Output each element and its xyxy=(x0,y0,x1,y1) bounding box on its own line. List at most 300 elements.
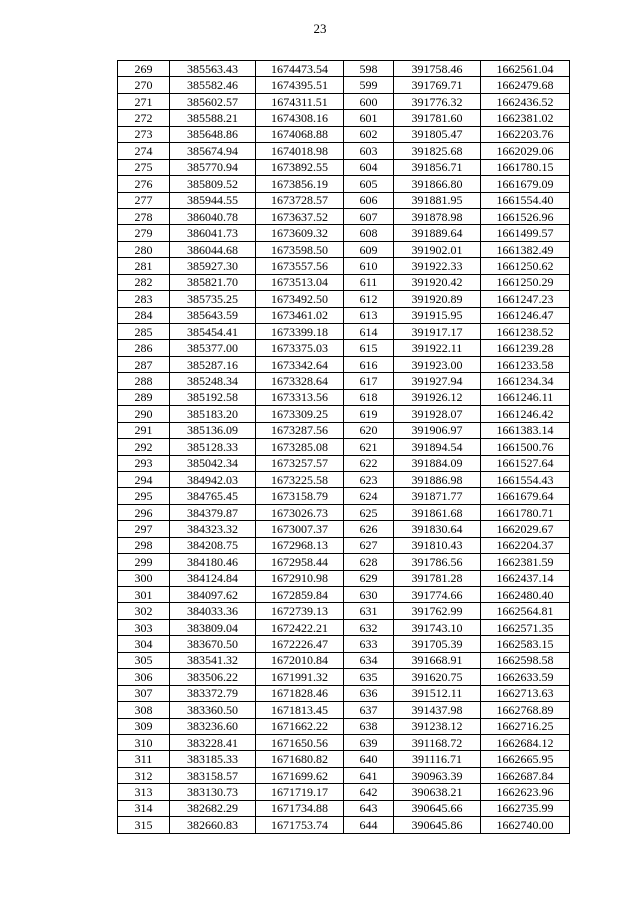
table-row xyxy=(118,93,570,109)
point-number-left: 283 xyxy=(118,291,170,307)
y-coordinate-left: 1672910.98 xyxy=(256,570,344,586)
x-coordinate-right: 391810.43 xyxy=(394,537,481,553)
y-coordinate-right: 1662665.95 xyxy=(481,751,570,767)
point-number-right: 620 xyxy=(344,422,394,438)
point-number-left: 291 xyxy=(118,422,170,438)
y-coordinate-right: 1662684.12 xyxy=(481,734,570,750)
point-number-right: 610 xyxy=(344,258,394,274)
table-row xyxy=(118,751,570,767)
x-coordinate-left: 383185.33 xyxy=(170,751,256,767)
y-coordinate-right: 1661383.14 xyxy=(481,422,570,438)
table-row xyxy=(118,176,570,192)
x-coordinate-right: 391620.75 xyxy=(394,669,481,685)
x-coordinate-right: 391825.68 xyxy=(394,143,481,159)
point-number-left: 292 xyxy=(118,439,170,455)
point-number-left: 301 xyxy=(118,587,170,603)
x-coordinate-left: 384379.87 xyxy=(170,504,256,520)
x-coordinate-right: 391922.33 xyxy=(394,258,481,274)
point-number-right: 599 xyxy=(344,77,394,93)
y-coordinate-right: 1661780.15 xyxy=(481,159,570,175)
x-coordinate-left: 385287.16 xyxy=(170,356,256,372)
table-row xyxy=(118,784,570,800)
point-number-left: 272 xyxy=(118,110,170,126)
y-coordinate-right: 1661526.96 xyxy=(481,208,570,224)
y-coordinate-left: 1671734.88 xyxy=(256,800,344,816)
table-row xyxy=(118,455,570,471)
y-coordinate-right: 1662436.52 xyxy=(481,93,570,109)
y-coordinate-right: 1661233.58 xyxy=(481,356,570,372)
table-row xyxy=(118,734,570,750)
y-coordinate-left: 1673399.18 xyxy=(256,324,344,340)
point-number-right: 619 xyxy=(344,406,394,422)
point-number-left: 310 xyxy=(118,734,170,750)
x-coordinate-left: 384097.62 xyxy=(170,587,256,603)
x-coordinate-left: 385944.55 xyxy=(170,192,256,208)
point-number-left: 307 xyxy=(118,685,170,701)
table-row xyxy=(118,587,570,603)
y-coordinate-left: 1673309.25 xyxy=(256,406,344,422)
point-number-right: 605 xyxy=(344,176,394,192)
x-coordinate-left: 385128.33 xyxy=(170,439,256,455)
point-number-left: 294 xyxy=(118,471,170,487)
y-coordinate-right: 1661246.47 xyxy=(481,307,570,323)
point-number-left: 299 xyxy=(118,554,170,570)
x-coordinate-left: 383372.79 xyxy=(170,685,256,701)
x-coordinate-right: 391902.01 xyxy=(394,241,481,257)
table-row xyxy=(118,800,570,816)
y-coordinate-left: 1673313.56 xyxy=(256,389,344,405)
point-number-right: 612 xyxy=(344,291,394,307)
point-number-left: 282 xyxy=(118,274,170,290)
table-row xyxy=(118,554,570,570)
point-number-right: 603 xyxy=(344,143,394,159)
y-coordinate-left: 1673375.03 xyxy=(256,340,344,356)
y-coordinate-left: 1671680.82 xyxy=(256,751,344,767)
point-number-right: 639 xyxy=(344,734,394,750)
x-coordinate-left: 385809.52 xyxy=(170,176,256,192)
point-number-right: 606 xyxy=(344,192,394,208)
table-row xyxy=(118,504,570,520)
x-coordinate-right: 391915.95 xyxy=(394,307,481,323)
point-number-left: 270 xyxy=(118,77,170,93)
y-coordinate-right: 1662381.59 xyxy=(481,554,570,570)
x-coordinate-left: 385192.58 xyxy=(170,389,256,405)
x-coordinate-left: 385770.94 xyxy=(170,159,256,175)
y-coordinate-right: 1662623.96 xyxy=(481,784,570,800)
y-coordinate-left: 1673598.50 xyxy=(256,241,344,257)
table-row xyxy=(118,340,570,356)
y-coordinate-left: 1672226.47 xyxy=(256,636,344,652)
x-coordinate-right: 391168.72 xyxy=(394,734,481,750)
x-coordinate-left: 383236.60 xyxy=(170,718,256,734)
point-number-left: 305 xyxy=(118,652,170,668)
x-coordinate-right: 391856.71 xyxy=(394,159,481,175)
table-row xyxy=(118,126,570,142)
point-number-left: 290 xyxy=(118,406,170,422)
point-number-left: 303 xyxy=(118,619,170,635)
table-row xyxy=(118,406,570,422)
point-number-right: 641 xyxy=(344,767,394,783)
point-number-right: 601 xyxy=(344,110,394,126)
y-coordinate-right: 1661500.76 xyxy=(481,439,570,455)
table-row xyxy=(118,258,570,274)
x-coordinate-right: 391881.95 xyxy=(394,192,481,208)
table-row xyxy=(118,356,570,372)
y-coordinate-right: 1662479.68 xyxy=(481,77,570,93)
point-number-left: 288 xyxy=(118,373,170,389)
y-coordinate-left: 1671662.22 xyxy=(256,718,344,734)
x-coordinate-right: 391923.00 xyxy=(394,356,481,372)
x-coordinate-left: 386041.73 xyxy=(170,225,256,241)
y-coordinate-right: 1662561.04 xyxy=(481,61,570,77)
point-number-right: 611 xyxy=(344,274,394,290)
y-coordinate-right: 1661234.34 xyxy=(481,373,570,389)
y-coordinate-left: 1671991.32 xyxy=(256,669,344,685)
y-coordinate-right: 1662716.25 xyxy=(481,718,570,734)
x-coordinate-right: 391769.71 xyxy=(394,77,481,93)
y-coordinate-left: 1673637.52 xyxy=(256,208,344,224)
y-coordinate-left: 1672422.21 xyxy=(256,619,344,635)
x-coordinate-left: 383360.50 xyxy=(170,702,256,718)
table-row xyxy=(118,669,570,685)
x-coordinate-right: 391906.97 xyxy=(394,422,481,438)
y-coordinate-right: 1662203.76 xyxy=(481,126,570,142)
x-coordinate-right: 391927.94 xyxy=(394,373,481,389)
x-coordinate-right: 391781.28 xyxy=(394,570,481,586)
x-coordinate-left: 385588.21 xyxy=(170,110,256,126)
x-coordinate-left: 384323.32 xyxy=(170,521,256,537)
y-coordinate-left: 1674395.51 xyxy=(256,77,344,93)
x-coordinate-left: 382682.29 xyxy=(170,800,256,816)
table-row xyxy=(118,389,570,405)
table-row xyxy=(118,652,570,668)
x-coordinate-right: 391866.80 xyxy=(394,176,481,192)
point-number-left: 293 xyxy=(118,455,170,471)
x-coordinate-left: 385582.46 xyxy=(170,77,256,93)
table-row xyxy=(118,208,570,224)
point-number-left: 273 xyxy=(118,126,170,142)
point-number-left: 276 xyxy=(118,176,170,192)
point-number-left: 286 xyxy=(118,340,170,356)
y-coordinate-left: 1673557.56 xyxy=(256,258,344,274)
x-coordinate-left: 382660.83 xyxy=(170,817,256,833)
point-number-left: 281 xyxy=(118,258,170,274)
x-coordinate-left: 383541.32 xyxy=(170,652,256,668)
x-coordinate-left: 385454.41 xyxy=(170,324,256,340)
x-coordinate-right: 390645.86 xyxy=(394,817,481,833)
table-row xyxy=(118,817,570,833)
y-coordinate-left: 1671650.56 xyxy=(256,734,344,750)
point-number-right: 616 xyxy=(344,356,394,372)
x-coordinate-left: 384942.03 xyxy=(170,471,256,487)
y-coordinate-left: 1672010.84 xyxy=(256,652,344,668)
point-number-left: 296 xyxy=(118,504,170,520)
point-number-left: 304 xyxy=(118,636,170,652)
x-coordinate-left: 385735.25 xyxy=(170,291,256,307)
y-coordinate-left: 1673158.79 xyxy=(256,488,344,504)
y-coordinate-right: 1662029.06 xyxy=(481,143,570,159)
y-coordinate-right: 1662768.89 xyxy=(481,702,570,718)
y-coordinate-right: 1661382.49 xyxy=(481,241,570,257)
point-number-right: 615 xyxy=(344,340,394,356)
table-row xyxy=(118,702,570,718)
table-row xyxy=(118,767,570,783)
point-number-left: 285 xyxy=(118,324,170,340)
x-coordinate-left: 384765.45 xyxy=(170,488,256,504)
point-number-right: 635 xyxy=(344,669,394,685)
y-coordinate-left: 1672859.84 xyxy=(256,587,344,603)
y-coordinate-right: 1661247.23 xyxy=(481,291,570,307)
y-coordinate-right: 1662598.58 xyxy=(481,652,570,668)
point-number-right: 622 xyxy=(344,455,394,471)
table-row xyxy=(118,291,570,307)
point-number-right: 623 xyxy=(344,471,394,487)
y-coordinate-right: 1662713.63 xyxy=(481,685,570,701)
x-coordinate-right: 391238.12 xyxy=(394,718,481,734)
x-coordinate-left: 385927.30 xyxy=(170,258,256,274)
point-number-left: 289 xyxy=(118,389,170,405)
x-coordinate-right: 390963.39 xyxy=(394,767,481,783)
y-coordinate-left: 1671753.74 xyxy=(256,817,344,833)
y-coordinate-right: 1661499.57 xyxy=(481,225,570,241)
x-coordinate-right: 391786.56 xyxy=(394,554,481,570)
x-coordinate-right: 391830.64 xyxy=(394,521,481,537)
y-coordinate-right: 1662687.84 xyxy=(481,767,570,783)
point-number-right: 608 xyxy=(344,225,394,241)
y-coordinate-right: 1661250.62 xyxy=(481,258,570,274)
point-number-right: 629 xyxy=(344,570,394,586)
point-number-left: 271 xyxy=(118,93,170,109)
y-coordinate-left: 1674068.88 xyxy=(256,126,344,142)
y-coordinate-left: 1672958.44 xyxy=(256,554,344,570)
x-coordinate-left: 385136.09 xyxy=(170,422,256,438)
x-coordinate-right: 391437.98 xyxy=(394,702,481,718)
table-row xyxy=(118,619,570,635)
table-row xyxy=(118,636,570,652)
point-number-left: 279 xyxy=(118,225,170,241)
point-number-right: 626 xyxy=(344,521,394,537)
x-coordinate-right: 391926.12 xyxy=(394,389,481,405)
y-coordinate-right: 1662437.14 xyxy=(481,570,570,586)
y-coordinate-left: 1673225.58 xyxy=(256,471,344,487)
y-coordinate-right: 1662735.99 xyxy=(481,800,570,816)
coordinates-table-body xyxy=(118,61,570,834)
x-coordinate-left: 385602.57 xyxy=(170,93,256,109)
x-coordinate-right: 391886.98 xyxy=(394,471,481,487)
x-coordinate-left: 386044.68 xyxy=(170,241,256,257)
table-row xyxy=(118,439,570,455)
point-number-left: 274 xyxy=(118,143,170,159)
x-coordinate-left: 383228.41 xyxy=(170,734,256,750)
x-coordinate-right: 391805.47 xyxy=(394,126,481,142)
point-number-left: 302 xyxy=(118,603,170,619)
point-number-left: 298 xyxy=(118,537,170,553)
point-number-right: 636 xyxy=(344,685,394,701)
point-number-left: 295 xyxy=(118,488,170,504)
x-coordinate-right: 391705.39 xyxy=(394,636,481,652)
y-coordinate-right: 1661780.71 xyxy=(481,504,570,520)
point-number-right: 604 xyxy=(344,159,394,175)
point-number-left: 311 xyxy=(118,751,170,767)
point-number-right: 633 xyxy=(344,636,394,652)
point-number-left: 314 xyxy=(118,800,170,816)
y-coordinate-left: 1673328.64 xyxy=(256,373,344,389)
point-number-right: 618 xyxy=(344,389,394,405)
point-number-right: 643 xyxy=(344,800,394,816)
point-number-left: 277 xyxy=(118,192,170,208)
y-coordinate-left: 1671699.62 xyxy=(256,767,344,783)
point-number-right: 631 xyxy=(344,603,394,619)
point-number-right: 625 xyxy=(344,504,394,520)
x-coordinate-right: 391894.54 xyxy=(394,439,481,455)
table-row xyxy=(118,718,570,734)
y-coordinate-left: 1673892.55 xyxy=(256,159,344,175)
x-coordinate-right: 391920.42 xyxy=(394,274,481,290)
y-coordinate-right: 1661238.52 xyxy=(481,324,570,340)
point-number-right: 634 xyxy=(344,652,394,668)
y-coordinate-left: 1674311.51 xyxy=(256,93,344,109)
table-row xyxy=(118,77,570,93)
x-coordinate-right: 391762.99 xyxy=(394,603,481,619)
point-number-right: 598 xyxy=(344,61,394,77)
x-coordinate-right: 391512.11 xyxy=(394,685,481,701)
x-coordinate-right: 391884.09 xyxy=(394,455,481,471)
x-coordinate-left: 385563.43 xyxy=(170,61,256,77)
table-row xyxy=(118,685,570,701)
table-row xyxy=(118,192,570,208)
x-coordinate-left: 384208.75 xyxy=(170,537,256,553)
y-coordinate-right: 1661554.43 xyxy=(481,471,570,487)
table-row xyxy=(118,143,570,159)
y-coordinate-right: 1661679.09 xyxy=(481,176,570,192)
y-coordinate-left: 1673461.02 xyxy=(256,307,344,323)
y-coordinate-right: 1662029.67 xyxy=(481,521,570,537)
x-coordinate-left: 385674.94 xyxy=(170,143,256,159)
table-row xyxy=(118,373,570,389)
coordinates-table xyxy=(117,60,570,834)
point-number-left: 308 xyxy=(118,702,170,718)
y-coordinate-left: 1673492.50 xyxy=(256,291,344,307)
x-coordinate-left: 384180.46 xyxy=(170,554,256,570)
point-number-left: 313 xyxy=(118,784,170,800)
x-coordinate-right: 391776.32 xyxy=(394,93,481,109)
y-coordinate-right: 1662583.15 xyxy=(481,636,570,652)
y-coordinate-right: 1661679.64 xyxy=(481,488,570,504)
x-coordinate-right: 391861.68 xyxy=(394,504,481,520)
table-row xyxy=(118,471,570,487)
point-number-right: 628 xyxy=(344,554,394,570)
x-coordinate-left: 385648.86 xyxy=(170,126,256,142)
point-number-left: 297 xyxy=(118,521,170,537)
x-coordinate-left: 385377.00 xyxy=(170,340,256,356)
point-number-right: 642 xyxy=(344,784,394,800)
x-coordinate-left: 383809.04 xyxy=(170,619,256,635)
y-coordinate-left: 1673728.57 xyxy=(256,192,344,208)
x-coordinate-right: 391774.66 xyxy=(394,587,481,603)
point-number-right: 637 xyxy=(344,702,394,718)
y-coordinate-right: 1662571.35 xyxy=(481,619,570,635)
x-coordinate-left: 385821.70 xyxy=(170,274,256,290)
y-coordinate-right: 1661554.40 xyxy=(481,192,570,208)
x-coordinate-left: 385183.20 xyxy=(170,406,256,422)
x-coordinate-left: 383670.50 xyxy=(170,636,256,652)
y-coordinate-left: 1671828.46 xyxy=(256,685,344,701)
point-number-right: 640 xyxy=(344,751,394,767)
x-coordinate-left: 383130.73 xyxy=(170,784,256,800)
x-coordinate-left: 384124.84 xyxy=(170,570,256,586)
y-coordinate-right: 1661246.42 xyxy=(481,406,570,422)
y-coordinate-left: 1671719.17 xyxy=(256,784,344,800)
y-coordinate-left: 1672968.13 xyxy=(256,537,344,553)
y-coordinate-right: 1662480.40 xyxy=(481,587,570,603)
y-coordinate-left: 1673026.73 xyxy=(256,504,344,520)
point-number-right: 602 xyxy=(344,126,394,142)
point-number-right: 644 xyxy=(344,817,394,833)
table-row xyxy=(118,274,570,290)
x-coordinate-right: 391668.91 xyxy=(394,652,481,668)
y-coordinate-left: 1673609.32 xyxy=(256,225,344,241)
table-row xyxy=(118,422,570,438)
y-coordinate-left: 1674018.98 xyxy=(256,143,344,159)
x-coordinate-right: 390645.66 xyxy=(394,800,481,816)
x-coordinate-right: 391917.17 xyxy=(394,324,481,340)
x-coordinate-right: 391116.71 xyxy=(394,751,481,767)
x-coordinate-left: 384033.36 xyxy=(170,603,256,619)
x-coordinate-left: 385248.34 xyxy=(170,373,256,389)
point-number-left: 309 xyxy=(118,718,170,734)
point-number-right: 627 xyxy=(344,537,394,553)
point-number-right: 600 xyxy=(344,93,394,109)
x-coordinate-right: 391922.11 xyxy=(394,340,481,356)
point-number-right: 638 xyxy=(344,718,394,734)
y-coordinate-left: 1673287.56 xyxy=(256,422,344,438)
point-number-right: 613 xyxy=(344,307,394,323)
x-coordinate-right: 391758.46 xyxy=(394,61,481,77)
y-coordinate-left: 1674473.54 xyxy=(256,61,344,77)
y-coordinate-left: 1673285.08 xyxy=(256,439,344,455)
x-coordinate-left: 383158.57 xyxy=(170,767,256,783)
table-row xyxy=(118,488,570,504)
point-number-left: 269 xyxy=(118,61,170,77)
point-number-left: 287 xyxy=(118,356,170,372)
table-row xyxy=(118,603,570,619)
x-coordinate-right: 390638.21 xyxy=(394,784,481,800)
y-coordinate-right: 1662204.37 xyxy=(481,537,570,553)
x-coordinate-right: 391920.89 xyxy=(394,291,481,307)
page-number: 23 xyxy=(313,21,327,36)
x-coordinate-right: 391878.98 xyxy=(394,208,481,224)
x-coordinate-right: 391781.60 xyxy=(394,110,481,126)
point-number-left: 284 xyxy=(118,307,170,323)
x-coordinate-left: 385042.34 xyxy=(170,455,256,471)
table-row xyxy=(118,110,570,126)
y-coordinate-left: 1671813.45 xyxy=(256,702,344,718)
x-coordinate-left: 386040.78 xyxy=(170,208,256,224)
point-number-left: 306 xyxy=(118,669,170,685)
table-row xyxy=(118,61,570,77)
x-coordinate-right: 391928.07 xyxy=(394,406,481,422)
point-number-left: 315 xyxy=(118,817,170,833)
y-coordinate-right: 1661246.11 xyxy=(481,389,570,405)
y-coordinate-left: 1673513.04 xyxy=(256,274,344,290)
point-number-right: 621 xyxy=(344,439,394,455)
point-number-right: 617 xyxy=(344,373,394,389)
table-row xyxy=(118,570,570,586)
x-coordinate-right: 391871.77 xyxy=(394,488,481,504)
x-coordinate-left: 383506.22 xyxy=(170,669,256,685)
point-number-left: 312 xyxy=(118,767,170,783)
x-coordinate-right: 391889.64 xyxy=(394,225,481,241)
